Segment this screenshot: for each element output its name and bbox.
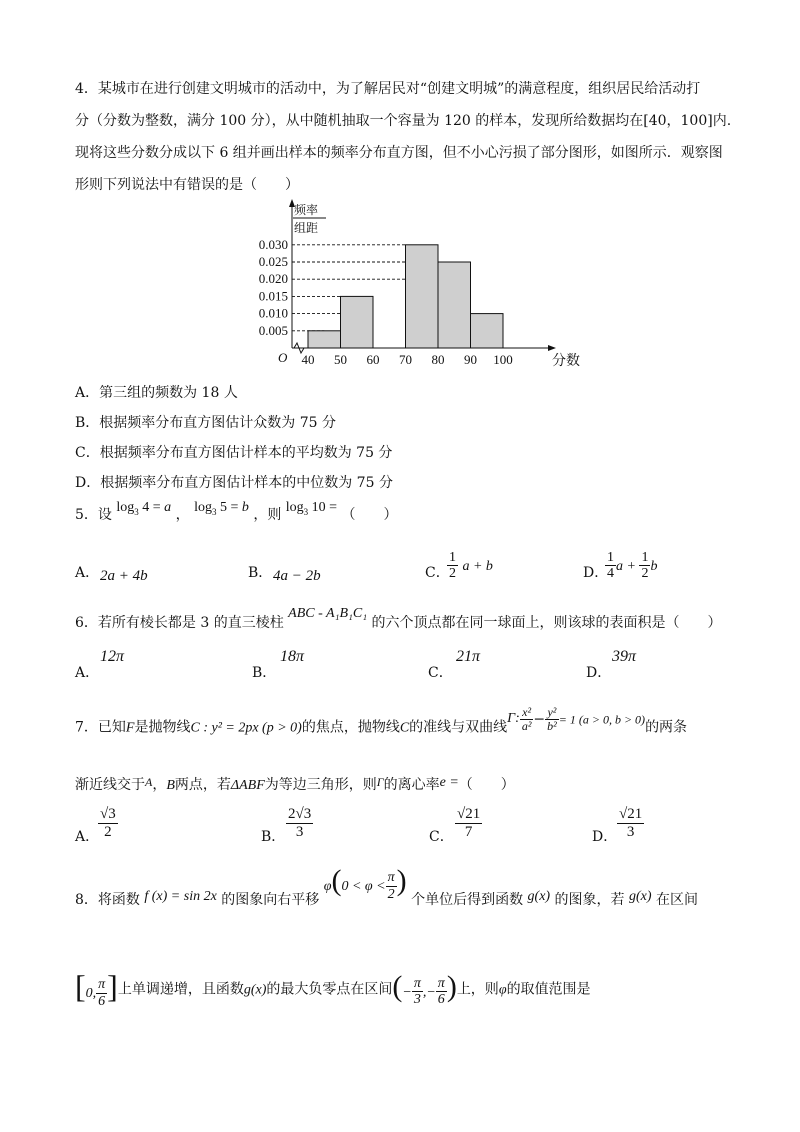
q5-option-b-label: B． [248, 565, 273, 581]
q5-log2: $\log_3 5 = b$ [194, 500, 249, 517]
q8-stem-line-2: [0, $\frac{\pi}{6}$ ]上单调递增，且函数g(x)的最大负零点在区间(− $\frac{\pi}{3}$ ,− $\frac{\pi}{6}$ )上，则φ的取值范围是 [75, 968, 591, 1009]
q4-option-c: C．根据频率分布直方图估计样本的平均数为 75 分 [75, 445, 393, 461]
y-tick-label: 0.015 [258, 288, 288, 304]
q4-line-3: 现将这些分数分成以下 6 组并画出样本的频率分布直方图，但不小心污损了部分图形，如图所示．观察图 [75, 145, 723, 161]
x-axis-label: 分数 [552, 353, 580, 369]
x-tick-label: 80 [431, 352, 445, 367]
q8-stem-line-1: 8．将函数 f (x) = sin 2x 的图象向右平移 φ(0 < φ < $\frac{\pi}{2}$ ) 个单位后得到函数 g(x) 的图象，若 g(x) 在区间 [75, 864, 698, 908]
q5-blank: （ ） [341, 507, 398, 523]
y-tick-label: 0.005 [258, 322, 288, 338]
q8-phi-condition: φ(0 < φ < $\frac{\pi}{2}$ ) [323, 864, 407, 902]
q6-option-d: 39π [612, 648, 637, 665]
q4-line-1: 4．某城市在进行创建文明城市的活动中，为了解居民对“创建文明城”的满意程度，组织居民给活动打 [75, 81, 701, 97]
y-label-bottom: 组距 [294, 221, 319, 235]
histogram-bar [438, 262, 471, 348]
q7-stem-line-1: 7．已知F是抛物线C : y² = 2px (p > 0)的焦点，抛物线C的准线与双曲线Γ: $\frac{\text{x²}}{\text{a²}}$ − $\frac{\text{y²}}{\text{b²}}$ = 1 (a > 0, b > 0)的两条 [75, 705, 688, 736]
q5-stem [75, 500, 398, 525]
q6-prism: ABC - A₁B₁C₁ [288, 606, 368, 621]
x-tick-label: 50 [334, 352, 347, 367]
q4-option-b: B．根据频率分布直方图估计众数为 75 分 [75, 415, 337, 431]
origin-label: O [278, 350, 288, 365]
q6-option-b: 18π [280, 648, 305, 665]
histogram-bar [471, 314, 504, 348]
y-tick-label: 0.010 [258, 305, 288, 321]
q6-option-c: 21π [456, 648, 481, 665]
frequency-histogram [240, 195, 580, 370]
q8-interval-1: [0, $\frac{\pi}{6}$ ] [75, 968, 118, 1009]
q7-option-c-label: C． [429, 829, 454, 845]
q5-option-c-label: C． [425, 565, 450, 581]
q4-line-4: 形则下列说法中有错误的是（ ） [75, 177, 299, 193]
q8-interval-2: (− $\frac{\pi}{3}$ ,− $\frac{\pi}{6}$ ) [392, 969, 457, 1007]
q7-option-d: $\frac{√21}{3}$ [619, 806, 643, 840]
q5-prefix: 5．设 [75, 507, 112, 523]
q5-log3: $\log_3 10$ = [285, 500, 338, 517]
q7-option-c: $\frac{√21}{7}$ [457, 806, 481, 840]
q5-option-b: 4a − 2b [273, 568, 321, 584]
q6-option-a-label: A． [75, 665, 100, 681]
q7-option-b: $\frac{2√3}{3}$ [288, 806, 312, 840]
q5-option-a-label: A． [75, 565, 100, 581]
q6-stem: 6．若所有棱长都是 3 的直三棱柱 ABC - A₁B₁C₁ 的六个顶点都在同一球面上，则该球的表面积是（ ） [75, 606, 722, 631]
q5-sep1: ， [175, 507, 190, 523]
q5-log1: $\log_3 4 = a$ [116, 500, 172, 517]
y-tick-label: 0.030 [258, 236, 288, 252]
q7-option-b-label: B． [261, 829, 286, 845]
x-tick-label: 40 [301, 352, 315, 367]
q7-option-a: $\frac{√3}{2}$ [100, 806, 116, 840]
q7-option-a-label: A． [75, 829, 100, 845]
q4-option-a: A．第三组的频数为 18 人 [75, 385, 238, 401]
q5-option-d: $\frac{1}{4}$ a + $\frac{1}{2}$ b [607, 550, 658, 582]
y-label-top: 频率 [294, 203, 319, 217]
x-tick-label: 60 [366, 352, 380, 367]
q4-option-d: D．根据频率分布直方图估计样本的中位数为 75 分 [75, 475, 393, 491]
q4-line-2: 分（分数为整数，满分 100 分），从中随机抽取一个容量为 120 的样本，发现所给数据均在[40，100]内. [75, 113, 732, 129]
q5-option-c: $\frac{1}{2}$ a + b [449, 550, 493, 582]
q6-option-c-label: C． [428, 665, 453, 681]
histogram-bar [308, 331, 341, 348]
q5-option-a: 2a + 4b [100, 568, 148, 584]
q6-option-a: 12π [100, 648, 125, 665]
x-tick-label: 100 [493, 352, 513, 367]
q5-option-d-label: D． [583, 565, 609, 581]
x-tick-label: 70 [399, 352, 412, 367]
q7-option-d-label: D． [592, 829, 618, 845]
q7-stem-line-2: 渐近线交于A，B两点，若ΔABF为等边三角形，则Γ的离心率e =（ ） [75, 775, 515, 793]
y-tick-label: 0.020 [258, 271, 288, 287]
q6-option-d-label: D． [586, 665, 612, 681]
x-tick-label: 90 [464, 352, 477, 367]
y-tick-label: 0.025 [258, 254, 288, 269]
x-axis-arrow [548, 345, 556, 351]
histogram-bar [406, 245, 439, 348]
q5-sep2: ，则 [253, 507, 282, 523]
histogram-bar [341, 296, 374, 348]
q6-option-b-label: B． [252, 665, 277, 681]
